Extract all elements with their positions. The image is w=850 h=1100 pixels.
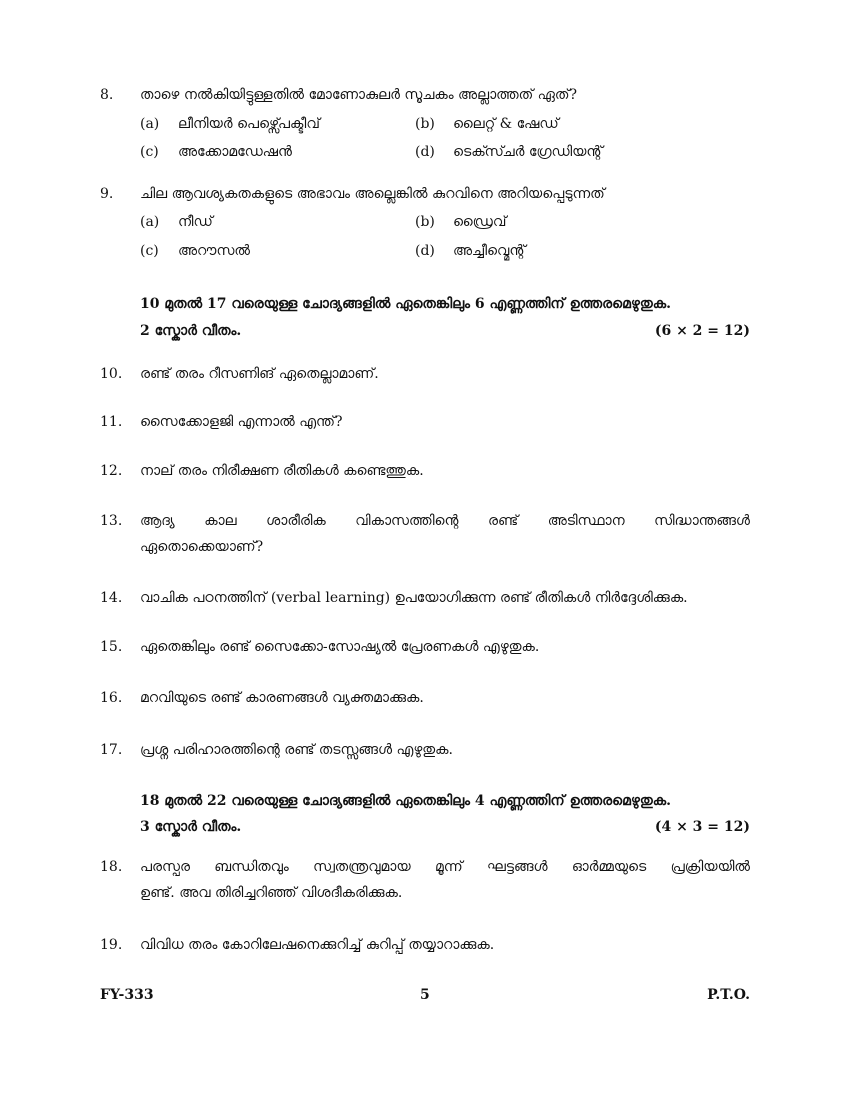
option-letter: (d) <box>415 144 435 160</box>
marks-formula: (4 × 3 = 12) <box>654 819 750 835</box>
option-text: ലൈറ്റ് & ഷേഡ് <box>453 116 559 132</box>
option-text: അറൗസൽ <box>178 243 250 259</box>
section-score-line <box>140 321 750 341</box>
option-letter: (b) <box>415 116 435 132</box>
option-text: ലീനിയർ പെഴ്സ്പെക്ടീവ് <box>178 116 320 132</box>
option-letter: (b) <box>415 214 435 230</box>
question-number: 8. <box>100 87 114 103</box>
question-number: 10. <box>100 366 123 382</box>
question-text: ചില ആവശ്യകതകളുടെ അഭാവം അല്ലെങ്കിൽ കുറവിനെ അറിയപ്പെടുന്നത് <box>140 186 605 202</box>
question-text: രണ്ട് തരം റീസണിങ് ഏതെല്ലാമാണ്. <box>140 366 379 382</box>
section-instruction <box>140 791 750 811</box>
section-instruction <box>140 294 750 314</box>
question-number: 12. <box>100 463 123 479</box>
option-letter: (a) <box>140 214 160 230</box>
question-number: 9. <box>100 186 114 202</box>
question-number: 16. <box>100 690 123 706</box>
question-text: ആദ്യ കാല ശാരീരിക വികാസത്തിന്റെ രണ്ട് അടിസ്ഥാന സിദ്ധാന്തങ്ങൾ <box>140 513 750 529</box>
section-score-line <box>140 817 750 837</box>
question-text: വിവിധ തരം കോറിലേഷനെക്കുറിച്ച് കുറിപ്പ് തയ്യാറാക്കുക. <box>140 937 495 953</box>
option-text: അച്ചീവ്മെന്റ് <box>453 243 526 259</box>
question-text: ഉണ്ട്. അവ തിരിച്ചറിഞ്ഞ് വിശദീകരിക്കുക. <box>140 885 403 901</box>
question-text: നാല് തരം നിരീക്ഷണ രീതികൾ കണ്ടെത്തുക. <box>140 463 424 479</box>
question-number: 18. <box>100 859 123 875</box>
instruction-text: 10 മുതൽ 17 വരെയുള്ള ചോദ്യങ്ങളിൽ ഏതെങ്കിലും 6 എണ്ണത്തിന് ഉത്തരമെഴുതുക. <box>140 296 672 312</box>
option-text: ടെക്സ്ചർ ഗ്രേഡിയന്റ് <box>453 144 603 160</box>
question-number: 14. <box>100 590 123 606</box>
question-text: പരസ്പര ബന്ധിതവും സ്വതന്ത്രവുമായ മൂന്ന് ഘട്ടങ്ങൾ ഓർമ്മയുടെ പ്രക്രിയയിൽ <box>140 859 750 875</box>
option-letter: (d) <box>415 243 435 259</box>
question-number: 13. <box>100 513 123 529</box>
question-text: വാചിക പഠനത്തിന് (verbal learning) ഉപയോഗിക്കുന്ന രണ്ട് രീതികൾ നിർദ്ദേശിക്കുക. <box>140 590 688 606</box>
pto-label: P.T.O. <box>707 987 750 1003</box>
score-text: 3 സ്കോർ വീതം. <box>140 819 242 835</box>
question-text: ഏതെങ്കിലും രണ്ട് സൈക്കോ-സോഷ്യൽ പ്രേരണകൾ എഴുതുക. <box>140 639 540 655</box>
paper-code: FY-333 <box>100 987 154 1003</box>
question-text: ഏതൊക്കെയാണ്? <box>140 539 264 555</box>
question-text: താഴെ നൽകിയിട്ടുള്ളതിൽ മോണോകുലർ സൂചകം അല്ലാത്തത് ഏത്? <box>140 87 578 103</box>
question-number: 15. <box>100 639 123 655</box>
option-text: നീഡ് <box>178 214 213 230</box>
option-letter: (a) <box>140 116 160 132</box>
question-text: മറവിയുടെ രണ്ട് കാരണങ്ങൾ വ്യക്തമാക്കുക. <box>140 690 424 706</box>
score-text: 2 സ്കോർ വീതം. <box>140 323 242 339</box>
option-text: അക്കോമഡേഷൻ <box>178 144 292 160</box>
question-number: 11. <box>100 414 123 430</box>
option-letter: (c) <box>140 144 159 160</box>
question-text: പ്രശ്ന പരിഹാരത്തിന്റെ രണ്ട് തടസ്സങ്ങൾ എഴുതുക. <box>140 742 453 758</box>
question-number: 17. <box>100 742 123 758</box>
question-number: 19. <box>100 937 123 953</box>
marks-formula: (6 × 2 = 12) <box>654 323 750 339</box>
option-letter: (c) <box>140 243 159 259</box>
instruction-text: 18 മുതൽ 22 വരെയുള്ള ചോദ്യങ്ങളിൽ ഏതെങ്കിലും 4 എണ്ണത്തിന് ഉത്തരമെഴുതുക. <box>140 793 672 809</box>
question-text: സൈക്കോളജി എന്നാൽ എന്ത്? <box>140 414 343 430</box>
option-text: ഡ്രൈവ് <box>453 214 507 230</box>
page-number: 5 <box>420 987 430 1003</box>
